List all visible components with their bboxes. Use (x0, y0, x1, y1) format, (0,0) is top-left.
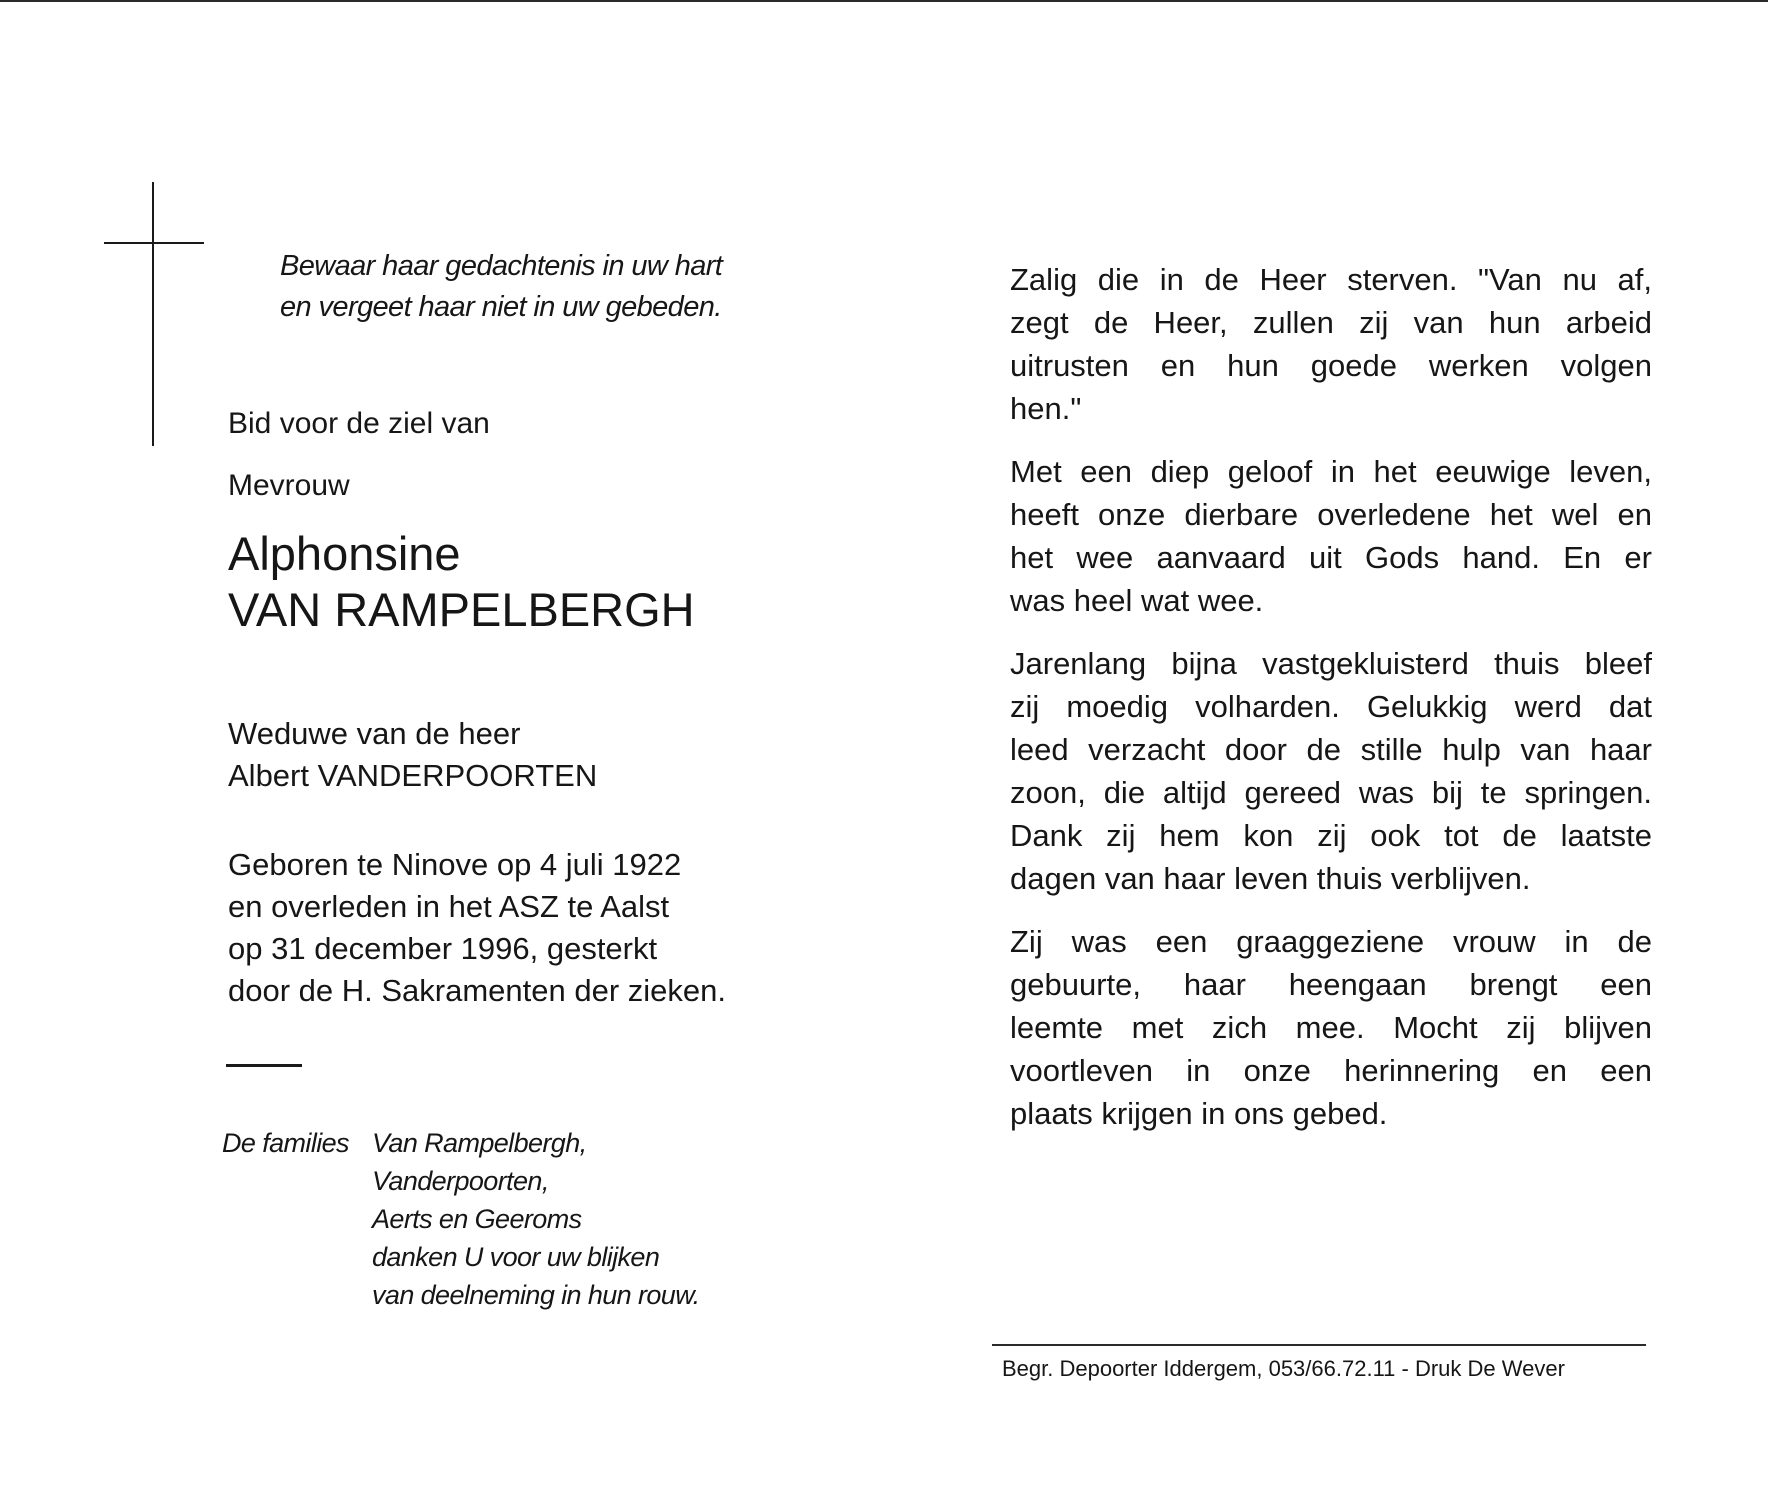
reflection-line: zegt de Heer, zullen zij van hun arbeid (1010, 305, 1652, 340)
quote-line: Bewaar haar gedachtenis in uw hart (280, 250, 723, 282)
reflection-paragraph (1010, 258, 1652, 430)
section-divider (226, 1064, 302, 1067)
reflection-paragraph (1010, 642, 1652, 900)
footer-rule (992, 1344, 1646, 1346)
reflection-line: leed verzacht door de stille hulp van haar (1010, 732, 1652, 767)
deceased-last-name: VAN RAMPELBERGH (228, 583, 695, 636)
quote-line: en vergeet haar niet in uw gebeden. (280, 291, 722, 323)
reflection-line: Met een diep geloof in het eeuwige leven, (1010, 454, 1652, 489)
reflection-line: hen." (1010, 391, 1082, 426)
life-detail-line: door de H. Sakramenten der zieken. (228, 973, 726, 1008)
reflection-line: Zalig die in de Heer sterven. "Van nu af, (1010, 262, 1652, 297)
husband-name: Albert VANDERPOORTEN (228, 758, 598, 793)
families-thanks (372, 1124, 700, 1314)
families-line: danken U voor uw blijken (372, 1242, 660, 1272)
life-details (228, 844, 726, 1012)
deceased-name (228, 526, 695, 638)
salutation: Mevrouw (228, 469, 350, 502)
reflection-line: gebuurte, haar heengaan brengt een (1010, 967, 1652, 1002)
families-label: De families (222, 1128, 349, 1158)
reflection-line: uitrusten en hun goede werken volgen (1010, 348, 1652, 383)
life-detail-line: Geboren te Ninove op 4 juli 1922 (228, 847, 682, 882)
reflection-line: Dank zij hem kon zij ook tot de laatste (1010, 818, 1652, 853)
reflection-line: was heel wat wee. (1010, 583, 1264, 618)
printer-credit: Begr. Depoorter Iddergem, 053/66.72.11 - Druk De Wever (1002, 1356, 1565, 1381)
reflection-line: zoon, die altijd gereed was bij te springen. (1010, 775, 1652, 810)
reflection-line: leemte met zich mee. Mocht zij blijven (1010, 1010, 1652, 1045)
reflection-line: Jarenlang bijna vastgekluisterd thuis bleef (1010, 646, 1652, 681)
cross-vertical-bar (152, 182, 154, 446)
life-detail-line: op 31 december 1996, gesterkt (228, 931, 658, 966)
cross-horizontal-bar (104, 242, 204, 244)
life-detail-line: en overleden in het ASZ te Aalst (228, 889, 670, 924)
memorial-quote (280, 246, 840, 328)
top-edge-rule (0, 0, 1768, 2)
widow-line: Weduwe van de heer (228, 716, 521, 751)
families-line: Vanderpoorten, (372, 1166, 549, 1196)
reflection-line: het wee aanvaard uit Gods hand. En er (1010, 540, 1652, 575)
families-line: Aerts en Geeroms (372, 1204, 582, 1234)
prayer-line: Bid voor de ziel van (228, 407, 490, 440)
reflection-line: plaats krijgen in ons gebed. (1010, 1096, 1388, 1131)
reflection-line: Zij was een graaggeziene vrouw in de (1010, 924, 1652, 959)
reflection-line: heeft onze dierbare overledene het wel en (1010, 497, 1652, 532)
families-line: van deelneming in hun rouw. (372, 1280, 700, 1310)
reflection-paragraph (1010, 920, 1652, 1135)
reflection-line: zij moedig volharden. Gelukkig werd dat (1010, 689, 1652, 724)
reflection-paragraph (1010, 450, 1652, 622)
deceased-first-name: Alphonsine (228, 527, 461, 580)
reflection-line: dagen van haar leven thuis verblijven. (1010, 861, 1531, 896)
reflection-text (1010, 258, 1652, 1155)
families-line: Van Rampelbergh, (372, 1128, 587, 1158)
reflection-line: voortleven in onze herinnering en een (1010, 1053, 1652, 1088)
